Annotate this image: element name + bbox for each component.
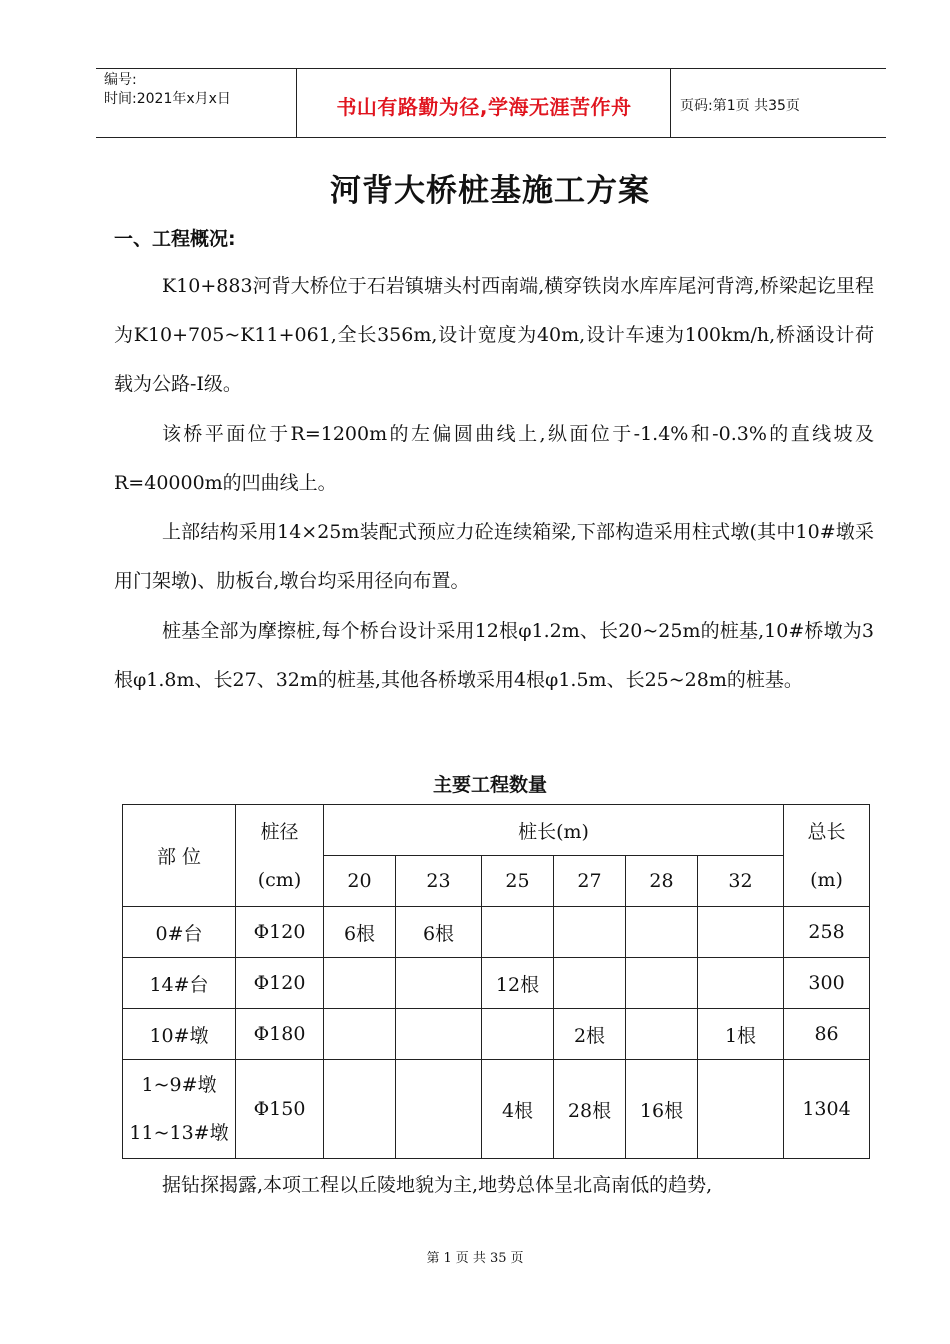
header-diameter [236, 805, 324, 907]
header-length: 20 [324, 856, 396, 907]
table-header-row [123, 805, 870, 856]
table-row [123, 907, 870, 958]
footer-suffix: 页 [510, 1251, 524, 1266]
footer-prefix: 第 [426, 1251, 440, 1266]
code-label: 编号: [104, 72, 137, 88]
row-count [626, 958, 698, 1009]
document-title: 河背大桥桩基施工方案 [330, 173, 650, 209]
row-count: 6根 [324, 907, 396, 958]
table-row [123, 1009, 870, 1060]
row-count [554, 958, 626, 1009]
row-count: 6根 [396, 907, 482, 958]
time-label: 时间:2021年x月x日 [104, 91, 231, 107]
row-count: 16根 [626, 1060, 698, 1159]
row-part-line: 11~13#墩 [129, 1122, 229, 1144]
table-row [123, 958, 870, 1009]
header-diameter-unit: (cm) [257, 868, 302, 891]
row-count [324, 1060, 396, 1159]
header-length: 27 [554, 856, 626, 907]
footer-page-number: 1 [443, 1251, 452, 1266]
paragraph-overview: K10+883河背大桥位于石岩镇塘头村西南端,横穿铁岗水库库尾河背湾,桥梁起讫里程为K10+705~K11+061,全长356m,设计宽度为40m,设计车速为100km/h,桥涵设计荷载为公路-Ⅰ级。 [114, 275, 874, 395]
paragraph-piles: 桩基全部为摩擦桩,每个桥台设计采用12根φ1.2m、长20~25m的桩基,10#桥墩为3根φ1.8m、长27、32m的桩基,其他各桥墩采用4根φ1.5m、长25~28m的桩基。 [114, 620, 874, 691]
row-total: 86 [784, 1009, 870, 1060]
row-diameter: Φ120 [236, 907, 324, 958]
row-count: 12根 [482, 958, 554, 1009]
row-count [396, 958, 482, 1009]
header-meta [104, 71, 231, 109]
paragraph-alignment: 该桥平面位于R=1200m的左偏圆曲线上,纵面位于-1.4%和-0.3%的直线坡及R=40000m的凹曲线上。 [114, 423, 874, 494]
row-total: 258 [784, 907, 870, 958]
page-header [96, 68, 886, 138]
header-length: 32 [698, 856, 784, 907]
row-part: 10#墩 [123, 1009, 236, 1060]
row-total: 300 [784, 958, 870, 1009]
row-count [324, 958, 396, 1009]
header-divider [296, 69, 297, 137]
row-count [698, 907, 784, 958]
row-diameter: Φ120 [236, 958, 324, 1009]
row-count: 4根 [482, 1060, 554, 1159]
row-diameter: Φ180 [236, 1009, 324, 1060]
row-count: 1根 [698, 1009, 784, 1060]
section-heading: 一、工程概况: [114, 228, 236, 250]
row-count [396, 1060, 482, 1159]
table-row [123, 1060, 870, 1159]
row-count [554, 907, 626, 958]
header-diameter-label: 桩径 [260, 820, 299, 843]
table-caption: 主要工程数量 [432, 774, 547, 796]
row-count [396, 1009, 482, 1060]
row-part [123, 1060, 236, 1159]
header-total-label: 总长 [807, 820, 846, 843]
paragraph-geology: 据钻探揭露,本项工程以丘陵地貌为主,地势总体呈北高南低的趋势, [162, 1174, 713, 1196]
row-count [324, 1009, 396, 1060]
row-count [482, 1009, 554, 1060]
header-length: 23 [396, 856, 482, 907]
row-count: 2根 [554, 1009, 626, 1060]
header-divider [670, 69, 671, 137]
paragraph-structure: 上部结构采用14×25m装配式预应力砼连续箱梁,下部构造采用柱式墩(其中10#墩采用门架墩)、肋板台,墩台均采用径向布置。 [114, 521, 874, 592]
header-page-info: 页码:第1页 共35页 [680, 98, 800, 114]
header-total [784, 805, 870, 907]
row-count [698, 1060, 784, 1159]
row-count [626, 1009, 698, 1060]
row-part-line: 1~9#墩 [141, 1074, 217, 1096]
header-length: 25 [482, 856, 554, 907]
footer-mid: 页 共 [455, 1251, 486, 1266]
footer-total-pages: 35 [489, 1251, 507, 1266]
header-motto: 书山有路勤为径,学海无涯苦作舟 [336, 95, 632, 119]
header-length-group: 桩长(m) [324, 805, 784, 856]
header-part: 部 位 [123, 805, 236, 907]
row-part: 14#台 [123, 958, 236, 1009]
page-footer [0, 1247, 950, 1266]
row-count: 28根 [554, 1060, 626, 1159]
row-total: 1304 [784, 1060, 870, 1159]
row-count [698, 958, 784, 1009]
quantity-table [122, 804, 870, 1159]
row-part: 0#台 [123, 907, 236, 958]
row-count [482, 907, 554, 958]
row-count [626, 907, 698, 958]
row-diameter: Φ150 [236, 1060, 324, 1159]
header-length: 28 [626, 856, 698, 907]
header-total-unit: (m) [810, 868, 843, 891]
